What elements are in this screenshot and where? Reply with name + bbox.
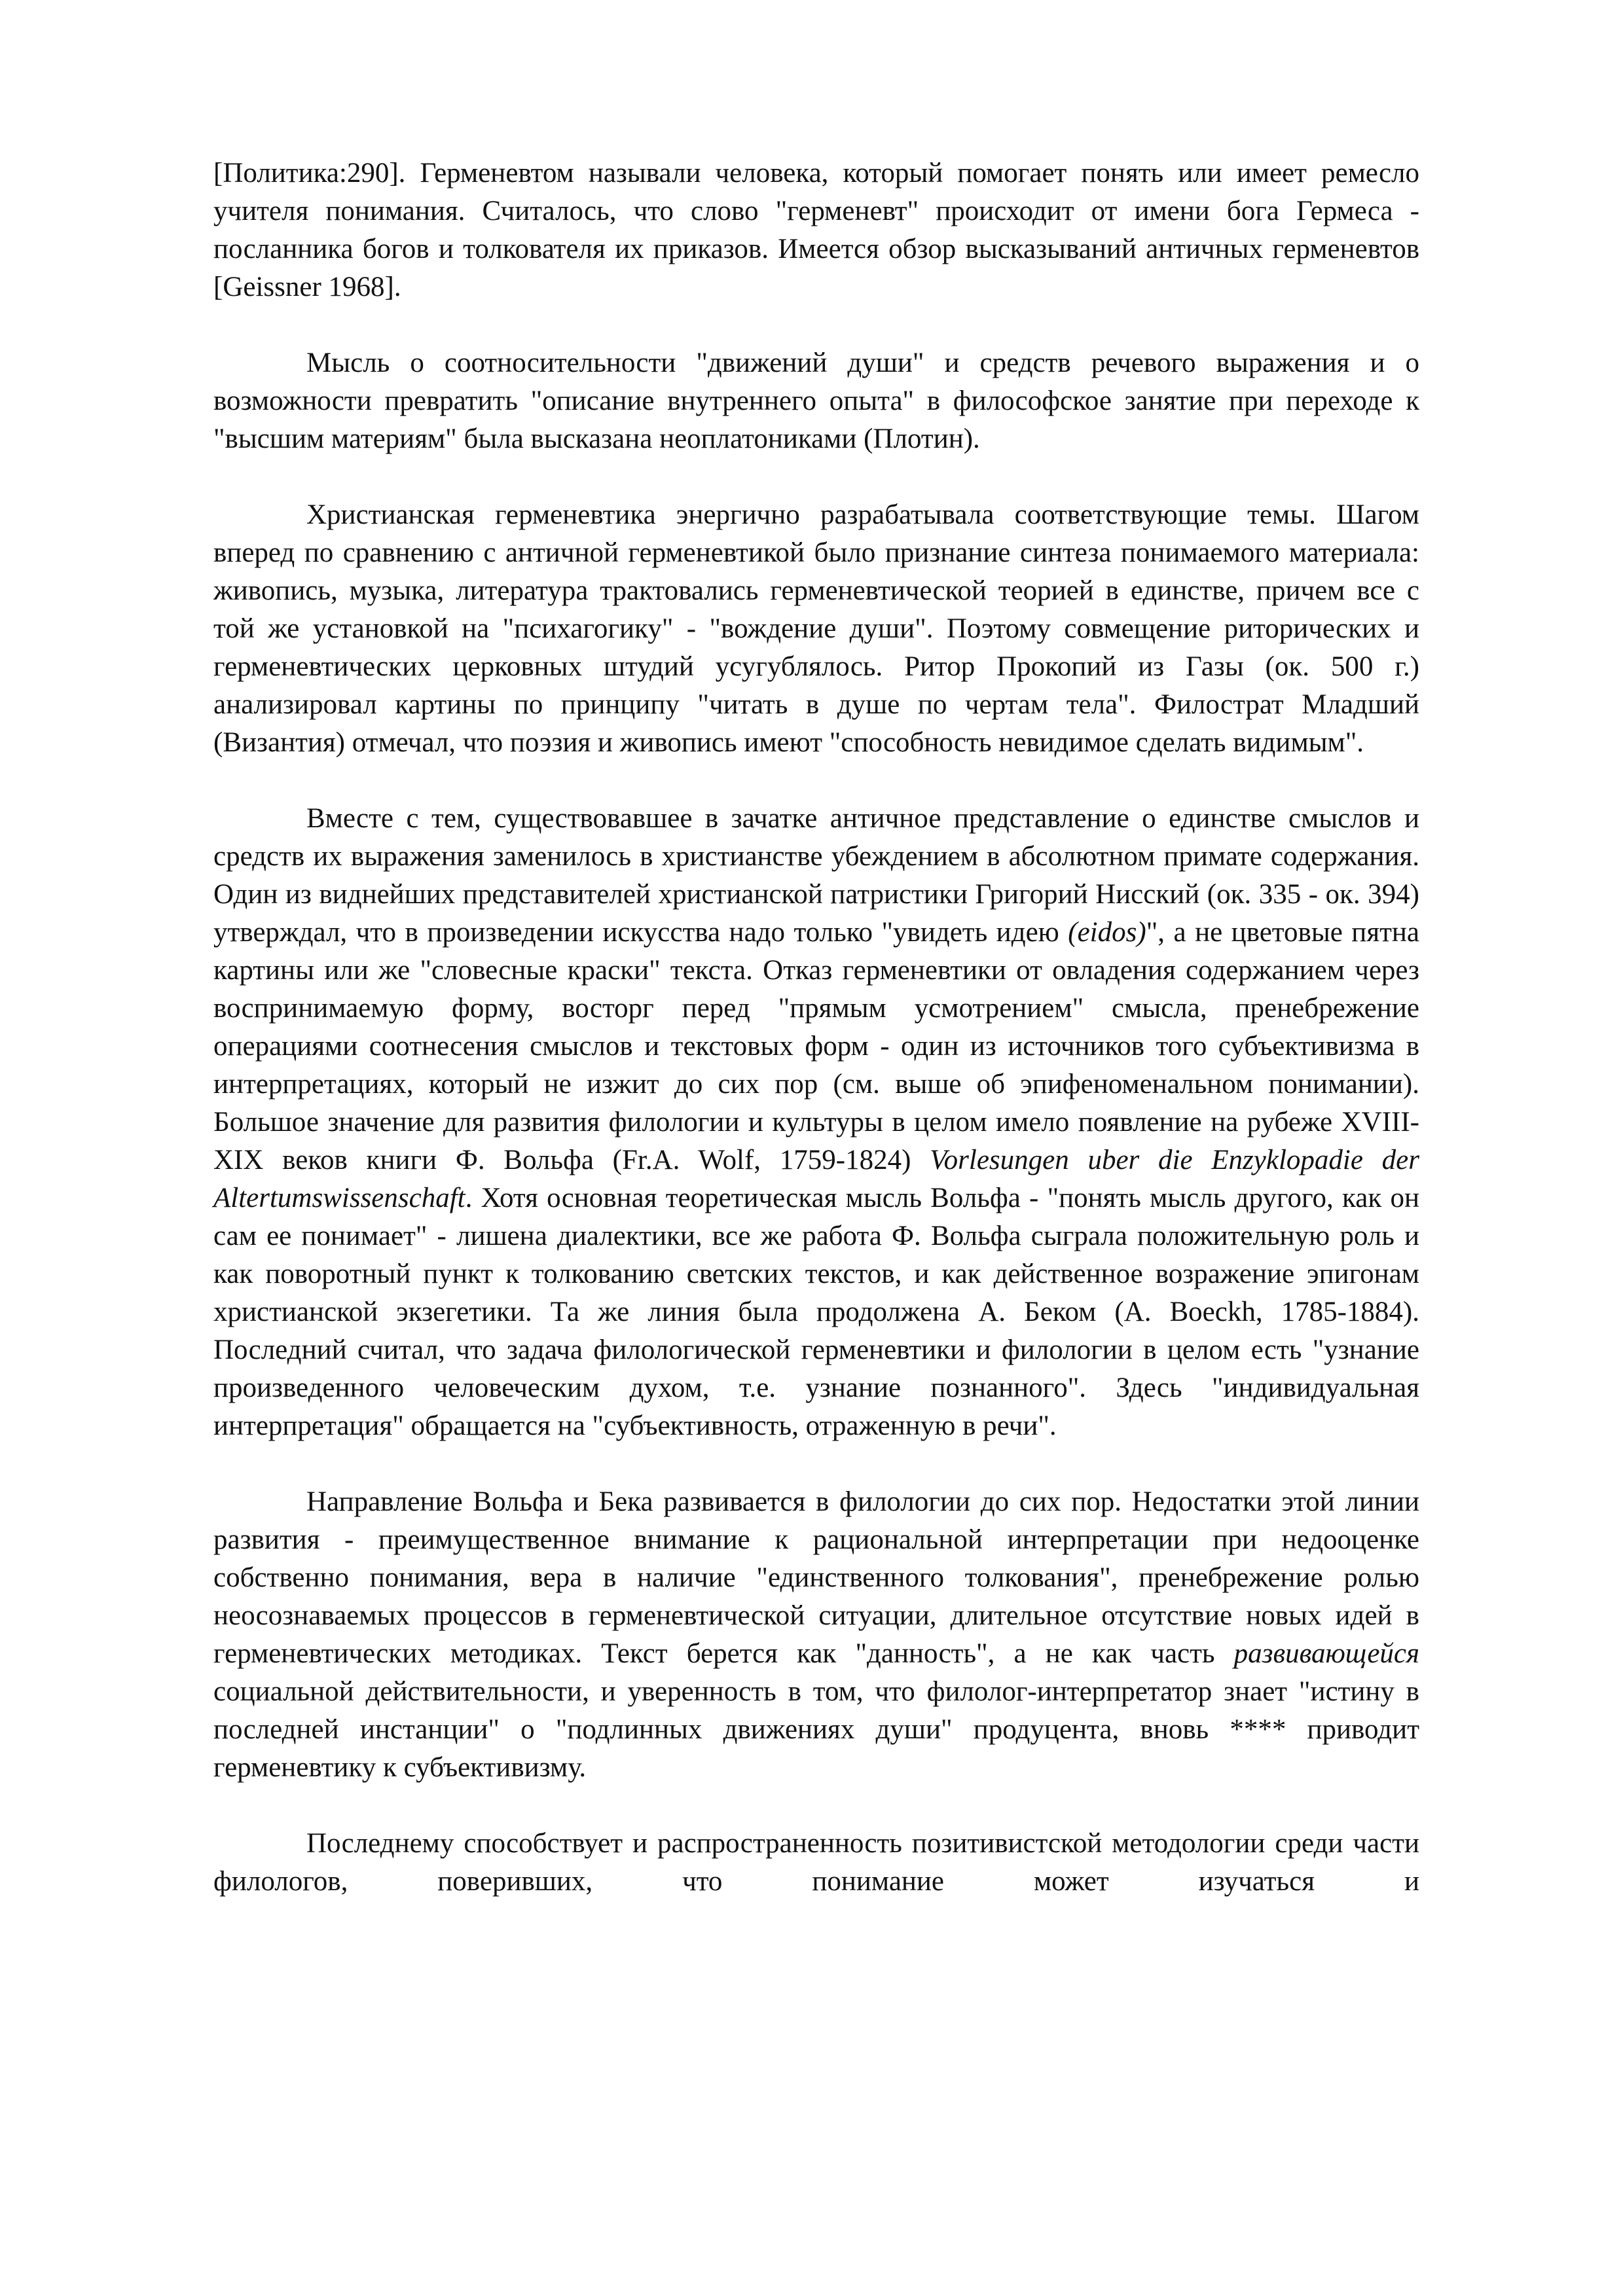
italic-emphasis: развивающейся (1233, 1638, 1419, 1669)
paragraph-text: Вместе с тем, существовавшее в зачатке античное представление о единстве смыслов и средств их выражения заменилось в христианстве убеждением в абсолютном примате содержания. Один из виднейших представителей христианской патристики Григорий Нисский (ок. 335 - ок. 394) утверждал, что в произведении искусства надо только "увидеть идею (213, 803, 1419, 948)
paragraph-positivist (213, 1825, 1419, 1901)
paragraph-christian-hermeneutics (213, 496, 1419, 762)
paragraph-text: [Политика:290]. Герменевтом называли человека, который помогает понять или имеет ремесло учителя понимания. Считалось, что слово "герменевт" происходит от имени бога Гермеса - посланника богов и толкователя их приказов. Имеется обзор высказываний античных герменевтов [Geissner 1968]. (213, 158, 1419, 302)
paragraph-wolf-boeckh (213, 800, 1419, 1445)
paragraph-text: социальной действительности, и уверенность в том, что филолог-интерпретатор знает "истину в последней инстанции" о "подлинных движениях души" продуцента, вновь **** приводит герменевтику к субъективизму. (213, 1676, 1419, 1783)
italic-book-title: Vorlesungen uber die Enzyklopadie der Altertumswissenschaft (213, 1145, 1419, 1213)
paragraph-text: Последнему способствует и распространенность позитивистской методологии среди части филологов, поверивших, что понимание может изучаться и (213, 1828, 1419, 1897)
paragraph-text: Мысль о соотносительности "движений души" и средств речевого выражения и о возможности превратить "описание внутреннего опыта" в философское занятие при переходе к "высшим материям" была высказана неоплатониками (Плотин). (213, 348, 1419, 454)
italic-term-eidos: (eidos) (1068, 917, 1146, 948)
paragraph-direction-wolf-beck (213, 1483, 1419, 1787)
document-page (213, 154, 1419, 1901)
paragraph-text: . Хотя основная теоретическая мысль Вольфа - "понять мысль другого, как он сам ее понимает" - лишена диалектики, все же работа Ф. Вольфа сыграла положительную роль и как поворотный пункт к толкованию светских текстов, и как действенное возражение эпигонам христианской экзегетики. Та же линия была продолжена А. Беком (A. Boeckh, 1785-1884). Последний считал, что задача филологической герменевтики и филологии в целом есть "узнание произведенного человеческим духом, т.е. узнание познанного". Здесь "индивидуальная интерпретация" обращается на "субъективность, отраженную в речи". (213, 1183, 1419, 1441)
paragraph-neoplatonists (213, 344, 1419, 458)
paragraph-politika (213, 154, 1419, 306)
paragraph-text: Христианская герменевтика энергично разрабатывала соответствующие темы. Шагом вперед по сравнению с античной герменевтикой было признание синтеза понимаемого материала: живопись, музыка, литература трактовались герменевтической теорией в единстве, причем все с той же установкой на "психагогику" - "вождение души". Поэтому совмещение риторических и герменевтических церковных штудий усугублялось. Ритор Прокопий из Газы (ок. 500 г.) анализировал картины по принципу "читать в душе по чертам тела". Филострат Младший (Византия) отмечал, что поэзия и живопись имеют "способность невидимое сделать видимым". (213, 499, 1419, 758)
paragraph-text: ", а не цветовые пятна картины или же "словесные краски" текста. Отказ герменевтики от овладения содержанием через воспринимаемую форму, восторг перед "прямым усмотрением" смысла, пренебрежение операциями соотнесения смыслов и текстовых форм - один из источников того субъективизма в интерпретациях, который не изжит до сих пор (см. выше об эпифеноменальном понимании). Большое значение для развития филологии и культуры в целом имело появление на рубеже XVIII-XIX веков книги Ф. Вольфа (Fr.A. Wolf, 1759-1824) (213, 917, 1419, 1175)
paragraph-text: Направление Вольфа и Бека развивается в филологии до сих пор. Недостатки этой линии развития - преимущественное внимание к рациональной интерпретации при недооценке собственно понимания, вера в наличие "единственного толкования", пренебрежение ролью неосознаваемых процессов в герменевтической ситуации, длительное отсутствие новых идей в герменевтических методиках. Текст берется как "данность", а не как часть (213, 1486, 1419, 1669)
